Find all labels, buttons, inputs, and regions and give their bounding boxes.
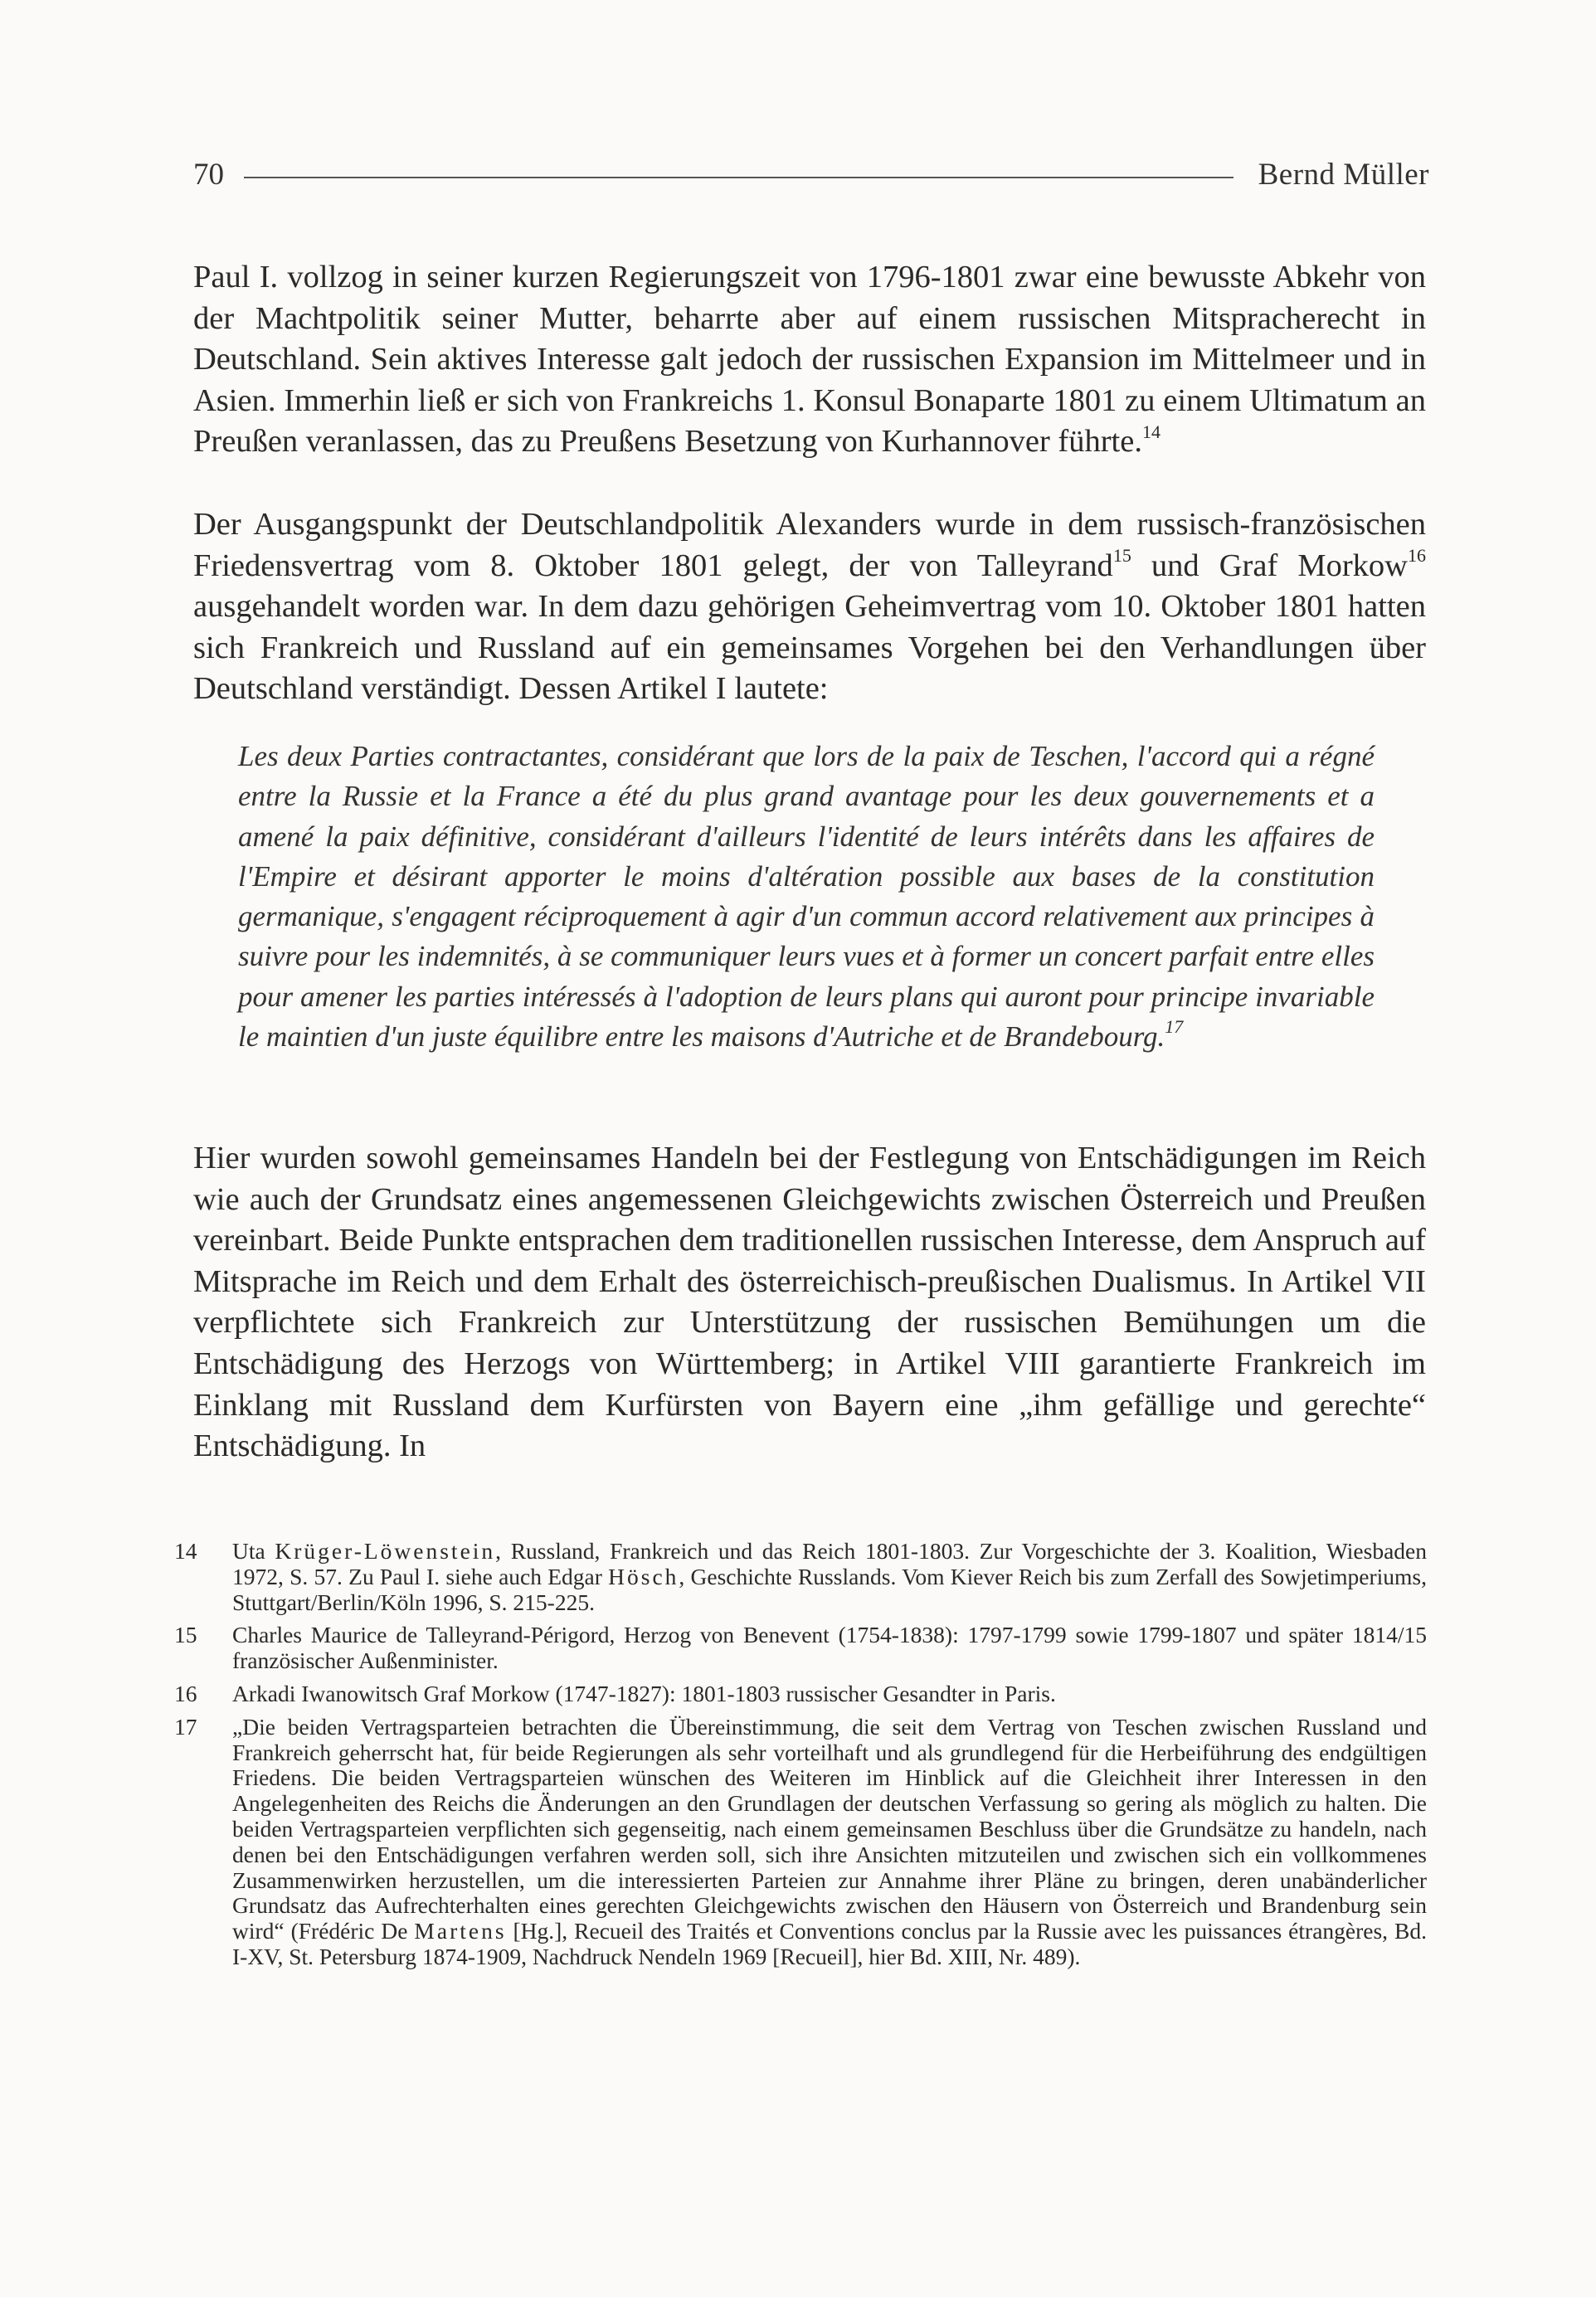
footnote-text: [232, 1715, 1427, 1970]
paragraph-3-text: Hier wurden sowohl gemeinsames Handeln bei der Festlegung von Entschädigungen im Reich wie auch der Grundsatz eines angemessenen Gleichgewichts zwischen Österreich und Preußen vereinbart. Beide Punkte entsprachen dem traditionellen russischen Interesse, dem Anspruch auf Mitsprache im Reich und dem Erhalt des österreichisch-preußischen Dualismus. In Artikel VII verpflichtete sich Frankreich zur Unterstützung der russischen Bemühungen um die Entschädigung des Herzogs von Württemberg; in Artikel VIII garantierte Frankreich im Einklang mit Russland dem Kurfürsten von Bayern eine „ihm gefällige und gerechte“ Entschädigung. In: [193, 1141, 1426, 1464]
paragraph-2: [193, 504, 1426, 710]
footnote-16: [174, 1681, 1427, 1707]
footnote-number: 16: [174, 1680, 197, 1706]
paragraph-2-text-a: Der Ausgangspunkt der Deutschlandpolitik Alexanders wurde in dem russisch-französischen Friedensvertrag vom 8. Oktober 1801 gelegt, der von Talleyrand: [193, 507, 1426, 583]
footnote-text: Arkadi Iwanowitsch Graf Morkow (1747-1827): 1801-1803 russischer Gesandter in Paris.: [232, 1680, 1056, 1706]
footnote-14: [174, 1539, 1427, 1615]
paragraph-3: [193, 1138, 1426, 1467]
footnote-ref-17[interactable]: 17: [1165, 1016, 1184, 1038]
running-head-author: Bernd Müller: [1258, 157, 1429, 192]
footnote-number: 14: [174, 1538, 197, 1564]
footnote-ref-14[interactable]: 14: [1141, 421, 1161, 442]
footnote-17: [174, 1715, 1427, 1970]
author-name: Martens: [414, 1918, 507, 1944]
footnote-ref-15[interactable]: 15: [1112, 544, 1131, 566]
header-rule: [244, 177, 1233, 178]
footnotes: [174, 1539, 1427, 1978]
footnote-text-part: , Geschichte Russlands. Vom Kiever Reich bis zum Zerfall des Sowjetimperiums, Stuttgart/Berlin/Köln 1996, S. 215-225.: [232, 1563, 1427, 1615]
page-number: 70: [193, 157, 224, 192]
footnote-text: [232, 1539, 1427, 1615]
author-name: Krüger-Löwenstein: [275, 1538, 496, 1564]
footnote-text: Charles Maurice de Talleyrand-Périgord, Herzog von Benevent (1754-1838): 1797-1799 sowie 1799-1807 und später 1814/15 französischer Außenminister.: [232, 1622, 1427, 1674]
paragraph-2-text-b: und Graf Morkow: [1131, 547, 1408, 583]
footnote-number: 17: [174, 1713, 197, 1740]
block-quote-text: Les deux Parties contractantes, considérant que lors de la paix de Teschen, l'accord qui a régné entre la Russie et la France a été du plus grand avantage pour les deux gouvernements et a amené la paix définitive, considérant d'ailleurs l'identité de leurs intérêts dans les affaires de l'Empire et désirant apporter le moins d'altération possible aux bases de la constitution germanique, s'engagent réciproquement à agir d'un commun accord relativement aux principes à suivre pour les indemnités, à se communiquer leurs vues et à former un concert parfait entre elles pour amener les parties intéressés à l'adoption de leurs plans qui auront pour principe invariable le maintien d'un juste équilibre entre les maisons d'Autriche et de Brandebourg.: [238, 740, 1375, 1054]
paragraph-1-text: Paul I. vollzog in seiner kurzen Regierungszeit von 1796-1801 zwar eine bewusste Abkehr von der Machtpolitik seiner Mutter, beharrte aber auf einem russischen Mitspracherecht in Deutschland. Sein aktives Interesse galt jedoch der russischen Expansion im Mittelmeer und in Asien. Immerhin ließ er sich von Frankreichs 1. Konsul Bonaparte 1801 zu einem Ultimatum an Preußen veranlassen, das zu Preußens Besetzung von Kurhannover führte.: [193, 260, 1426, 460]
block-quote: [238, 737, 1375, 1057]
footnote-text-part: [Hg.], Recueil des Traités et Conventions conclus par la Russie avec les puissances étrangères, Bd. I-XV, St. Petersburg 1874-1909, Nachdruck Nendeln 1969 [Recueil], hier Bd. XIII, Nr. 489).: [232, 1918, 1427, 1969]
footnote-ref-16[interactable]: 16: [1408, 544, 1426, 566]
running-header: [193, 149, 1429, 199]
footnote-text-part: Uta: [232, 1538, 275, 1564]
paragraph-2-text-c: ausgehandelt worden war. In dem dazu gehörigen Geheimvertrag vom 10. Oktober 1801 hatten sich Frankreich und Russland auf ein gemeinsames Vorgehen bei den Verhandlungen über Deutschland verständigt. Dessen Artikel I lautete:: [193, 589, 1426, 707]
footnote-number: 15: [174, 1622, 197, 1648]
footnote-15: [174, 1623, 1427, 1674]
paragraph-1: [193, 257, 1426, 463]
footnote-text-part: , Russland, Frankreich und das Reich 1801-1803. Zur Vorgeschichte der 3. Koalition, Wiesbaden 1972, S. 57. Zu Paul I. siehe auch Edgar: [232, 1538, 1427, 1589]
author-name: Hösch: [608, 1563, 679, 1589]
footnote-text-part: „Die beiden Vertragsparteien betrachten die Übereinstimmung, die seit dem Vertrag von Teschen zwischen Russland und Frankreich geherrscht hat, für beide Regierungen als sehr vorteilhaft und als grundlegend für die Herbeiführung des endgültigen Friedens. Die beiden Vertragsparteien wünschen des Weiteren im Hinblick auf die Gleichheit ihrer Interessen in den Angelegenheiten des Reichs die Änderungen an den Grundlagen der deutschen Verfassung so gering als möglich zu halten. Die beiden Vertragsparteien verpflichten sich gegenseitig, nach einem gemeinsamen Beschluss über die Grundsätze zu handeln, nach denen bei den Entschädigungen verfahren werden soll, sich ihre Ansichten mitzuteilen und zwischen sich ein vollkommenes Zusammenwirken herzustellen, um die interessierten Parteien zur Annahme ihrer Pläne zu bringen, deren unabänderlicher Grundsatz das Aufrechterhalten eines gerechten Gleichgewichts zwischen den Häusern von Österreich und Brandenburg sein wird“ (Frédéric De: [232, 1713, 1427, 1944]
